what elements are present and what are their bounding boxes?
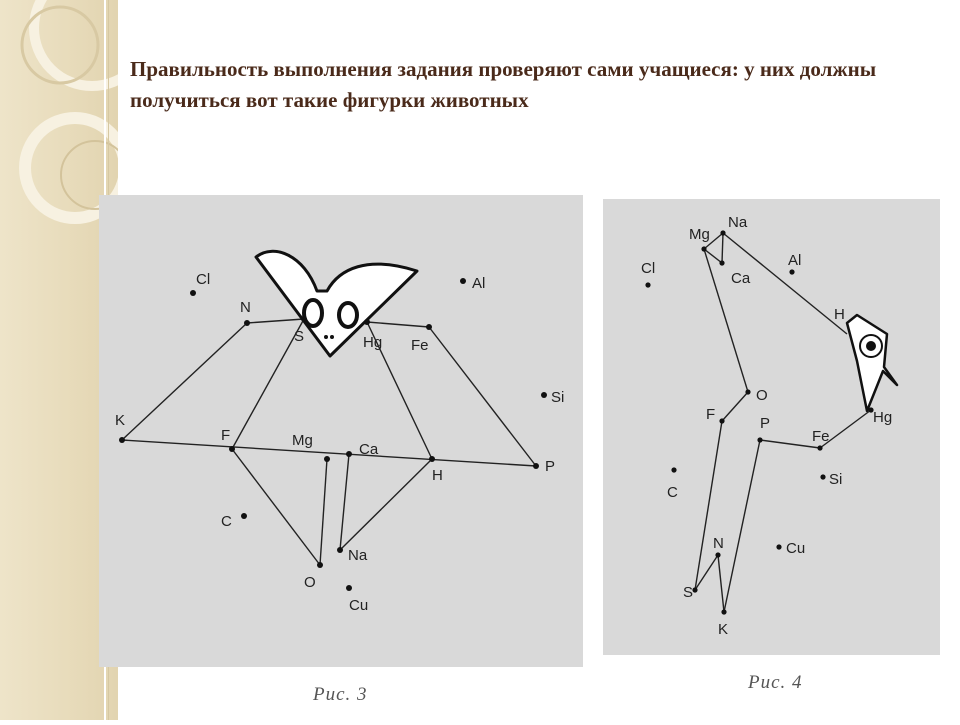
figure-4-caption: Рис. 4 bbox=[748, 672, 803, 693]
fig3-label-na: Na bbox=[348, 547, 368, 564]
fig4-label-al: Al bbox=[788, 252, 802, 269]
fig3-right-eye bbox=[339, 303, 357, 327]
fig4-label-o: O bbox=[756, 387, 768, 404]
fig3-left-eye bbox=[304, 300, 322, 326]
figure-4-canvas bbox=[603, 199, 940, 655]
fig4-label-na: Na bbox=[728, 214, 748, 231]
fig4-label-cl: Cl bbox=[641, 260, 656, 277]
fig3-label-cu: Cu bbox=[349, 597, 369, 614]
fig3-label-k: K bbox=[115, 412, 126, 429]
slide-title: Правильность выполнения задания проверяют сами учащиеся: у них должны получиться вот такие фигурки животных bbox=[130, 57, 877, 112]
figure-3-canvas bbox=[99, 195, 583, 667]
fig3-label-hg: Hg bbox=[363, 334, 383, 351]
fig3-nostril-left bbox=[324, 335, 328, 339]
fig4-label-ca: Ca bbox=[731, 270, 751, 287]
fig3-label-o: O bbox=[304, 574, 316, 591]
fig3-label-f: F bbox=[221, 427, 231, 444]
fig3-nostril-right bbox=[330, 335, 334, 339]
fig4-label-f: F bbox=[706, 406, 716, 423]
figure-4-bird-diagram bbox=[603, 199, 940, 655]
fig3-label-fe: Fe bbox=[411, 337, 429, 354]
fig4-head-shape bbox=[847, 315, 897, 411]
fig4-label-mg: Mg bbox=[689, 226, 710, 243]
fig4-label-p: P bbox=[760, 415, 771, 432]
fig3-label-al: Al bbox=[472, 275, 486, 292]
fig3-label-cl: Cl bbox=[196, 271, 211, 288]
fig3-label-ca: Ca bbox=[359, 441, 379, 458]
fig3-label-n: N bbox=[240, 299, 251, 316]
fig4-label-si: Si bbox=[829, 471, 843, 488]
fig3-head-shape bbox=[256, 251, 417, 356]
fig3-label-si: Si bbox=[551, 389, 565, 406]
fig4-label-n: N bbox=[713, 535, 724, 552]
fig4-label-cu: Cu bbox=[786, 540, 806, 557]
fig4-label-fe: Fe bbox=[812, 428, 830, 445]
figure-3-caption: Рис. 3 bbox=[313, 684, 368, 705]
fig4-label-k: K bbox=[718, 621, 729, 638]
fig3-label-p: P bbox=[545, 458, 556, 475]
fig3-label-c: C bbox=[221, 513, 232, 530]
fig4-label-s: S bbox=[683, 584, 694, 601]
fig4-label-hg: Hg bbox=[873, 409, 893, 426]
fig4-eye-pupil bbox=[866, 341, 876, 351]
fig3-label-mg: Mg bbox=[292, 432, 313, 449]
fig3-label-s: S bbox=[294, 328, 305, 345]
fig4-label-h: H bbox=[834, 306, 845, 323]
fig4-label-c: C bbox=[667, 484, 678, 501]
figure-3-bat-diagram bbox=[99, 195, 583, 667]
fig3-label-h: H bbox=[432, 467, 443, 484]
